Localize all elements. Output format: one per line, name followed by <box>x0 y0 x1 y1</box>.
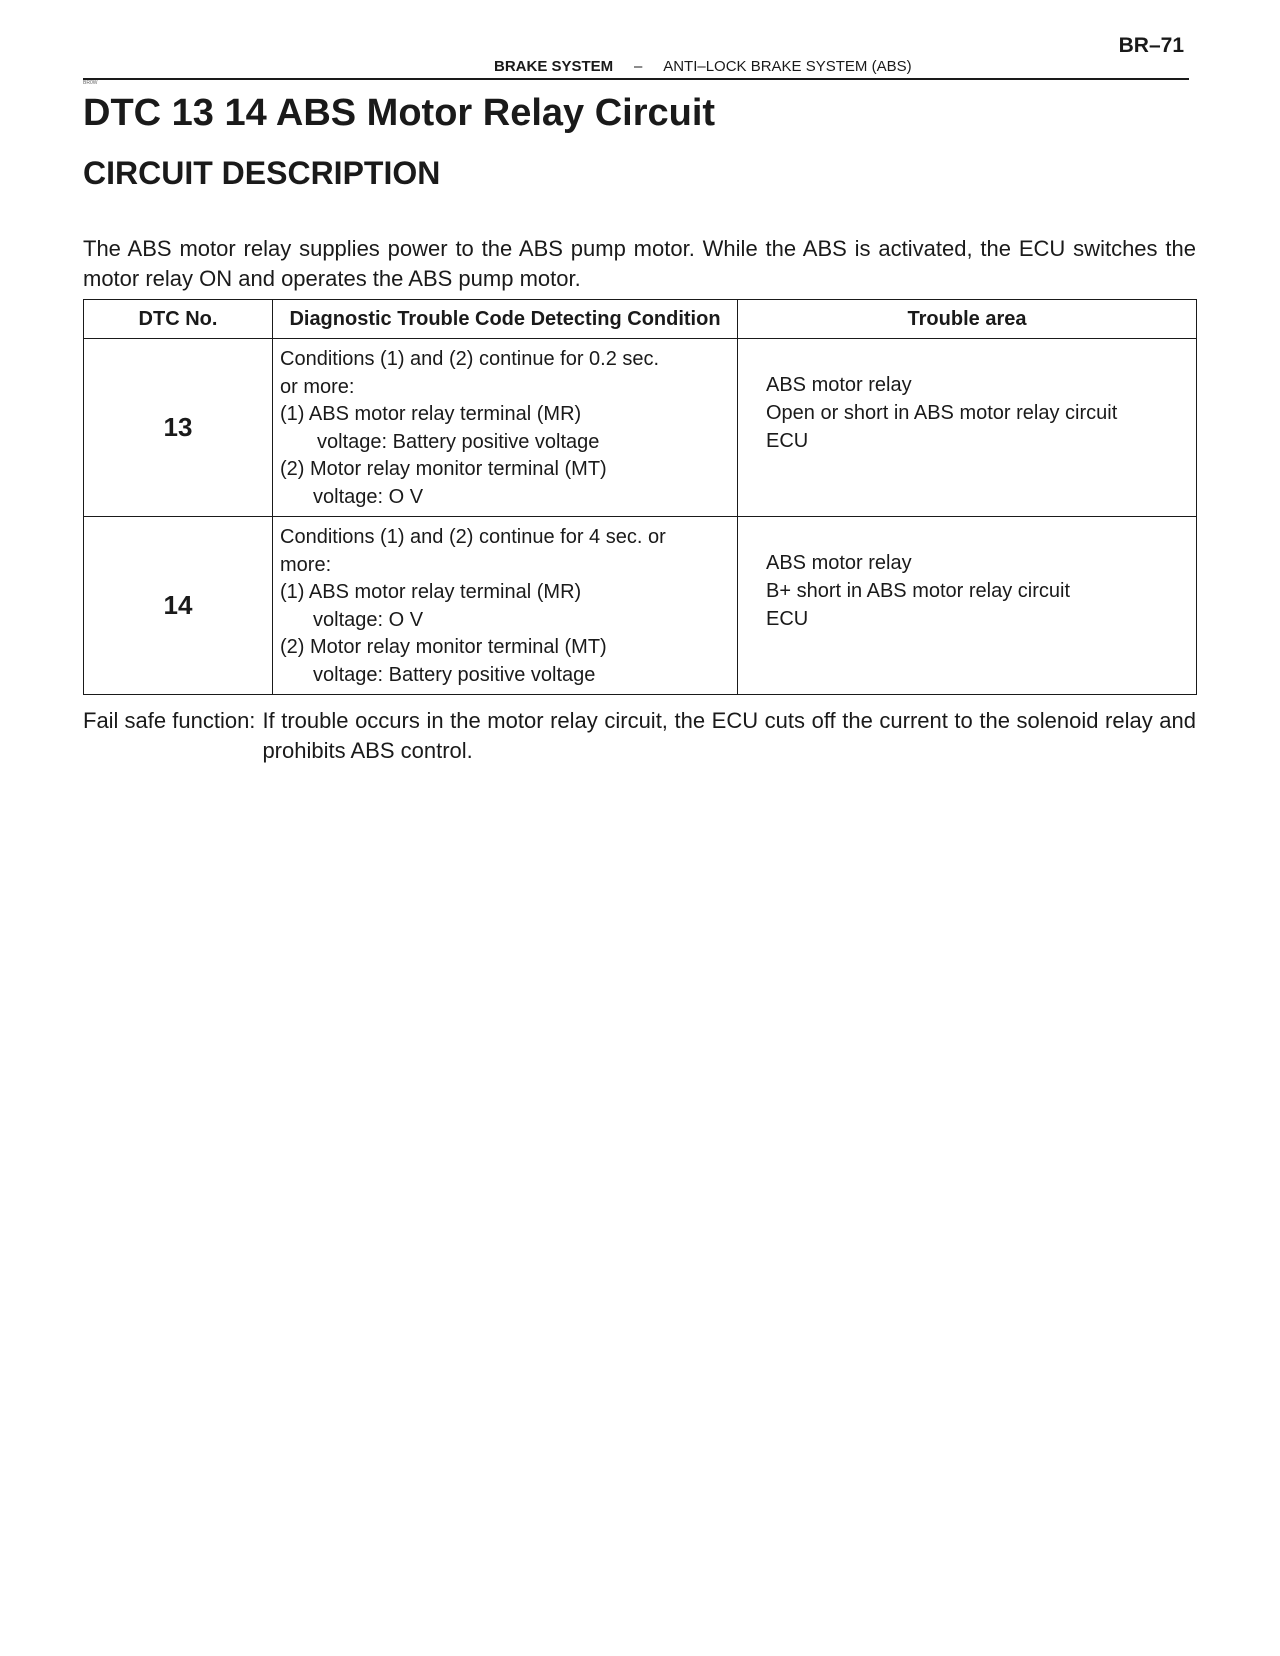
condition-line: more: <box>280 553 332 576</box>
running-header-separator: – <box>634 58 643 75</box>
page-number: BR–71 <box>1118 34 1184 57</box>
trouble-area-line: B+ short in ABS motor relay circuit <box>766 579 1071 602</box>
trouble-area-line: Open or short in ABS motor relay circuit <box>766 401 1118 424</box>
page-title: DTC 13 14 ABS Motor Relay Circuit <box>83 92 716 134</box>
condition-line: (1) ABS motor relay terminal (MR) <box>280 403 582 425</box>
circuit-description: The ABS motor relay supplies power to the ABS pump motor. While the ABS is activated, the ECU switches the motor relay ON and operates the ABS pump motor. <box>83 236 1196 291</box>
dtc-code: 14 <box>84 517 273 695</box>
trouble-area-line: ABS motor relay <box>766 551 912 574</box>
condition-line: Conditions (1) and (2) continue for 0.2 sec. <box>280 348 660 370</box>
column-header-trouble-area: Trouble area <box>738 300 1197 339</box>
trouble-area-line: ABS motor relay <box>766 373 912 396</box>
column-header-condition: Diagnostic Trouble Code Detecting Condition <box>273 300 738 339</box>
table-row <box>84 339 1197 517</box>
table-header-row <box>84 300 1197 339</box>
dtc-code: 13 <box>84 339 273 517</box>
dtc-table <box>83 299 1197 695</box>
condition-line: voltage: Battery positive voltage <box>313 663 596 686</box>
running-header-section: BRAKE SYSTEM <box>494 58 614 75</box>
condition-line: voltage: O V <box>313 485 424 508</box>
trouble-area-line: ECU <box>766 607 809 630</box>
condition-line: or more: <box>280 375 355 398</box>
document-code: BR0W <box>83 80 98 86</box>
table-row <box>84 517 1197 695</box>
condition-line: (2) Motor relay monitor terminal (MT) <box>280 458 607 480</box>
fail-safe-note <box>83 706 1196 766</box>
trouble-area <box>738 339 1197 517</box>
running-header <box>494 58 912 75</box>
condition-line: Conditions (1) and (2) continue for 4 sec. or <box>280 526 666 548</box>
trouble-area-line: ECU <box>766 429 809 452</box>
fail-safe-label: Fail safe function: <box>83 708 256 733</box>
condition-line: voltage: O V <box>313 608 424 631</box>
column-header-dtc-no: DTC No. <box>84 300 273 339</box>
detecting-condition <box>273 517 738 695</box>
condition-line: (1) ABS motor relay terminal (MR) <box>280 581 582 603</box>
fail-safe-text: If trouble occurs in the motor relay circuit, the ECU cuts off the current to the solenoid relay and prohibits ABS control. <box>262 708 1196 763</box>
trouble-area <box>738 517 1197 695</box>
condition-line: voltage: Battery positive voltage <box>317 430 600 453</box>
section-title: CIRCUIT DESCRIPTION <box>83 155 441 191</box>
condition-line: (2) Motor relay monitor terminal (MT) <box>280 636 607 658</box>
header-rule <box>83 78 1189 80</box>
detecting-condition <box>273 339 738 517</box>
running-header-subsection: ANTI–LOCK BRAKE SYSTEM (ABS) <box>663 58 912 75</box>
